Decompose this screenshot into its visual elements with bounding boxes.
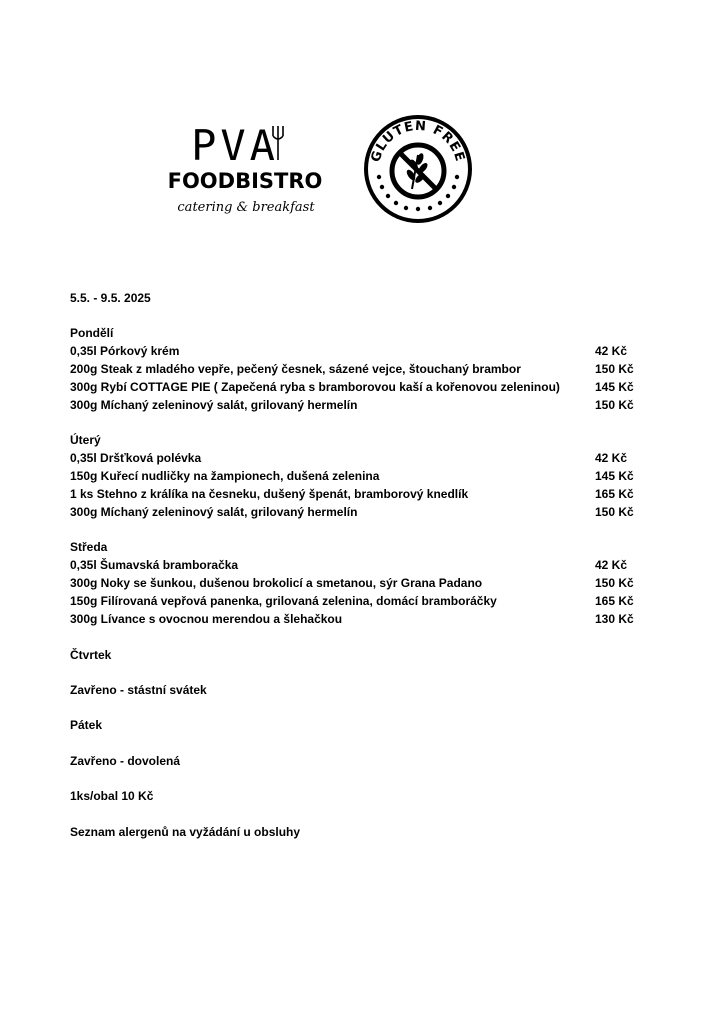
dish-price: 165 Kč bbox=[595, 487, 634, 501]
gluten-free-badge bbox=[362, 113, 474, 225]
menu-item bbox=[70, 504, 636, 520]
menu-item bbox=[70, 486, 636, 502]
logo-tagline-text: catering & breakfast bbox=[177, 200, 315, 215]
dish-price: 145 Kč bbox=[595, 469, 634, 483]
dish-price: 130 Kč bbox=[595, 612, 634, 626]
foodbistro-logo bbox=[160, 120, 330, 220]
dish-name: 0,35l Šumavská bramboračka bbox=[70, 558, 239, 572]
menu-item bbox=[70, 450, 636, 466]
dish-name: 0,35l Dršťková polévka bbox=[70, 451, 202, 465]
dish-price: 150 Kč bbox=[595, 362, 634, 376]
dish-name: 1 ks Stehno z králíka na česneku, dušený špenát, bramborový knedlík bbox=[70, 487, 469, 501]
logo-name-text: FOODBISTRO bbox=[167, 169, 323, 193]
dish-name: 300g Míchaný zeleninový salát, grilovaný hermelín bbox=[70, 398, 358, 412]
dish-price: 145 Kč bbox=[595, 380, 634, 394]
dish-price: 42 Kč bbox=[595, 451, 628, 465]
dish-name: 300g Noky se šunkou, dušenou brokolicí a smetanou, sýr Grana Padano bbox=[70, 576, 483, 590]
day-heading-friday: Pátek bbox=[70, 718, 103, 732]
menu-item bbox=[70, 379, 636, 395]
menu-item bbox=[70, 575, 636, 591]
menu-item bbox=[70, 611, 636, 627]
day-heading-thursday: Čtvrtek bbox=[70, 648, 112, 662]
packaging-note: 1ks/obal 10 Kč bbox=[70, 789, 154, 803]
menu-item bbox=[70, 343, 636, 359]
dish-price: 42 Kč bbox=[595, 558, 628, 572]
dish-name: 150g Kuřecí nudličky na žampionech, dušená zelenina bbox=[70, 469, 380, 483]
menu-item bbox=[70, 593, 636, 609]
dish-name: 0,35l Pórkový krém bbox=[70, 344, 180, 358]
dish-name: 300g Rybí COTTAGE PIE ( Zapečená ryba s bramborovou kaší a kořenovou zeleninou) bbox=[70, 380, 560, 394]
dish-name: 300g Lívance s ovocnou merendou a šlehačkou bbox=[70, 612, 343, 626]
dish-price: 150 Kč bbox=[595, 398, 634, 412]
dish-name: 200g Steak z mladého vepře, pečený česnek, sázené vejce, štouchaný brambor bbox=[70, 362, 521, 376]
day-heading-wednesday: Středa bbox=[70, 540, 108, 554]
dish-name: 150g Filírovaná vepřová panenka, grilovaná zelenina, domácí bramboráčky bbox=[70, 594, 497, 608]
dish-name: 300g Míchaný zeleninový salát, grilovaný hermelín bbox=[70, 505, 358, 519]
day-heading-tuesday: Úterý bbox=[70, 433, 101, 447]
dish-price: 150 Kč bbox=[595, 505, 634, 519]
menu-item bbox=[70, 397, 636, 413]
week-range: 5.5. - 9.5. 2025 bbox=[70, 291, 151, 305]
dish-price: 150 Kč bbox=[595, 576, 634, 590]
menu-item bbox=[70, 361, 636, 377]
dish-price: 42 Kč bbox=[595, 344, 628, 358]
dish-price: 165 Kč bbox=[595, 594, 634, 608]
day-heading-monday: Pondělí bbox=[70, 326, 114, 340]
closed-note: Zavřeno - stástní svátek bbox=[70, 683, 207, 697]
menu-item bbox=[70, 557, 636, 573]
logo-pva-text: PVA bbox=[191, 121, 279, 170]
badge-text: GLUTEN FREE bbox=[368, 118, 468, 164]
menu-item bbox=[70, 468, 636, 484]
allergen-note: Seznam alergenů na vyžádání u obsluhy bbox=[70, 825, 301, 839]
closed-note: Zavřeno - dovolená bbox=[70, 754, 181, 768]
